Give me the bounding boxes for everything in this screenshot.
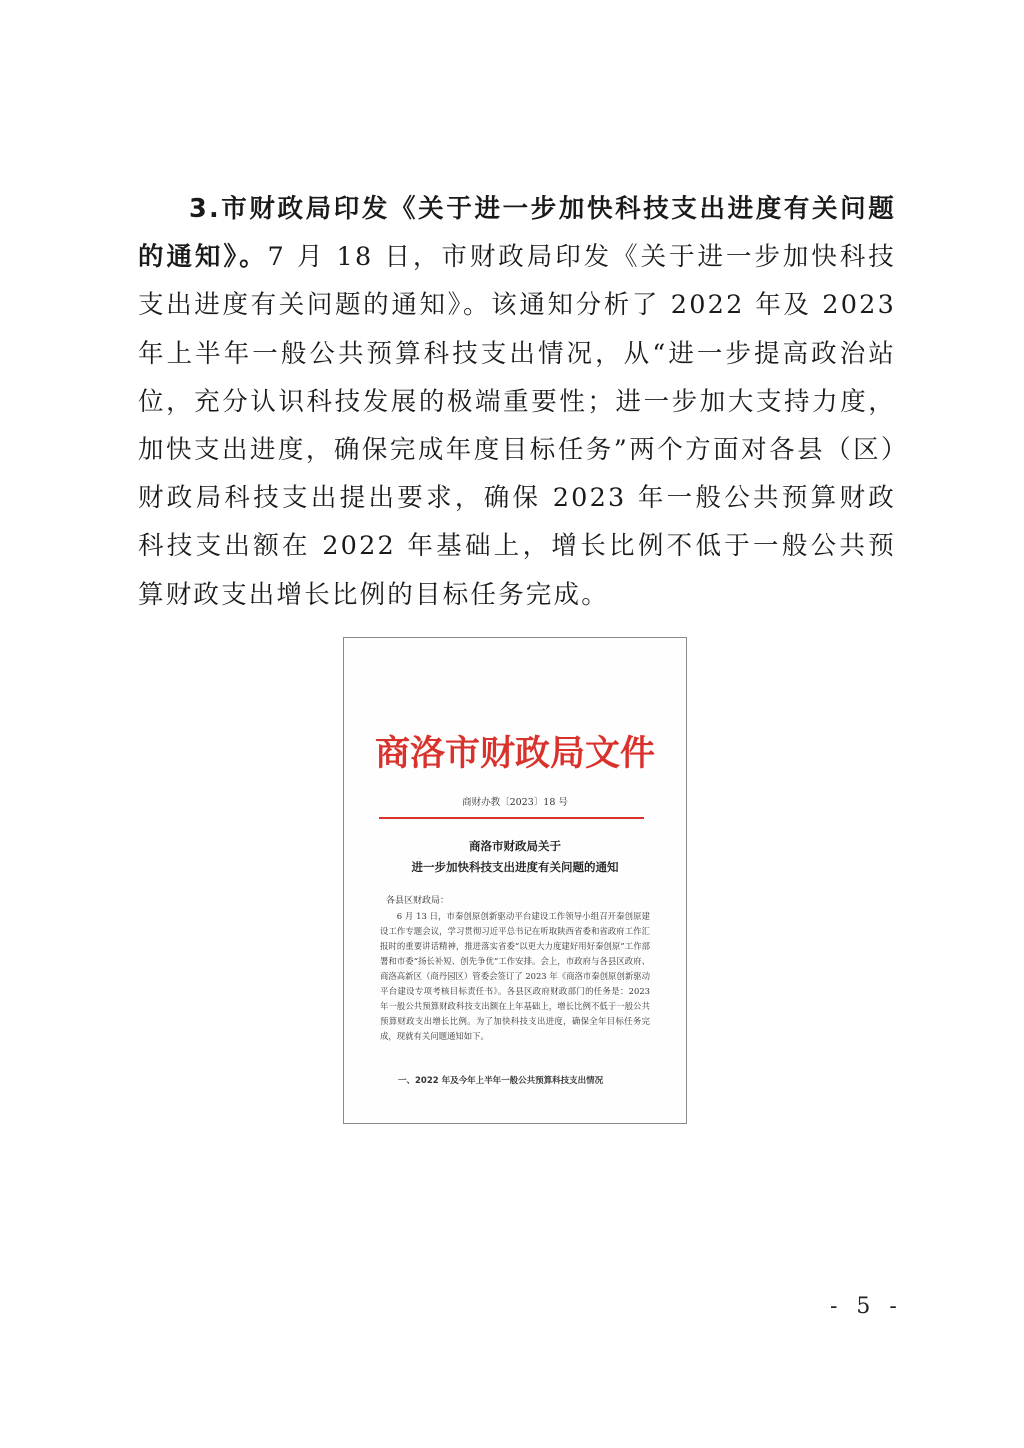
main-paragraph bbox=[138, 185, 896, 619]
document-section-heading: 一、2022 年及今年上半年一般公共预算科技支出情况 bbox=[398, 1076, 604, 1086]
document-title bbox=[344, 836, 686, 878]
document-number: 商财办教〔2023〕18 号 bbox=[462, 797, 568, 808]
document-salutation: 各县区财政局： bbox=[386, 896, 450, 906]
document-title-line2: 进一步加快科技支出进度有关问题的通知 bbox=[411, 860, 619, 874]
document-body: 6 月 13 日，市秦创原创新驱动平台建设工作领导小组召开秦创原建设工作专题会议，学习贯彻习近平总书记在听取陕西省委和省政府工作汇报时的重要讲话精神，推进落实省委“以更大力度建好用好秦创原”工作部署和市委“扬长补短、创先争优”工作安排。会上，市政府与各县区政府、商洛高新区（商丹园区）管委会签订了 2023 年《商洛市秦创原创新驱动平台建设专项考核目标责任书》。各县区政府财政部门的任务是：2023 年一般公共预算财政科技支出额在上年基础上，增长比例不低于一般公共预算财政支出增长比例。为了加快科技支出进度，确保全年目标任务完成，现就有关问题通知如下。 bbox=[380, 911, 650, 1041]
document-header: 商洛市财政局文件 bbox=[374, 733, 655, 774]
paragraph-lead: 3.市财政局印发《关于进一步加快科技支出进度有关问题的通知》。 bbox=[138, 194, 896, 273]
document-title-line1: 商洛市财政局关于 bbox=[469, 839, 561, 853]
red-divider bbox=[379, 817, 644, 819]
embedded-document-image bbox=[343, 637, 687, 1124]
paragraph-body: 7 月 18 日，市财政局印发《关于进一步加快科技支出进度有关问题的通知》。该通知分析了 2022 年及 2023 年上半年一般公共预算科技支出情况，从“进一步提高政治站位，充分认识科技发展的极端重要性；进一步加大支持力度，加快支出进度，确保完成年度目标任务”两个方面对各县（区）财政局科技支出提出要求，确保 2023 年一般公共预算财政科技支出额在 2022 年基础上，增长比例不低于一般公共预算财政支出增长比例的目标任务完成。 bbox=[138, 242, 896, 610]
page-number: - 5 - bbox=[830, 1294, 903, 1319]
